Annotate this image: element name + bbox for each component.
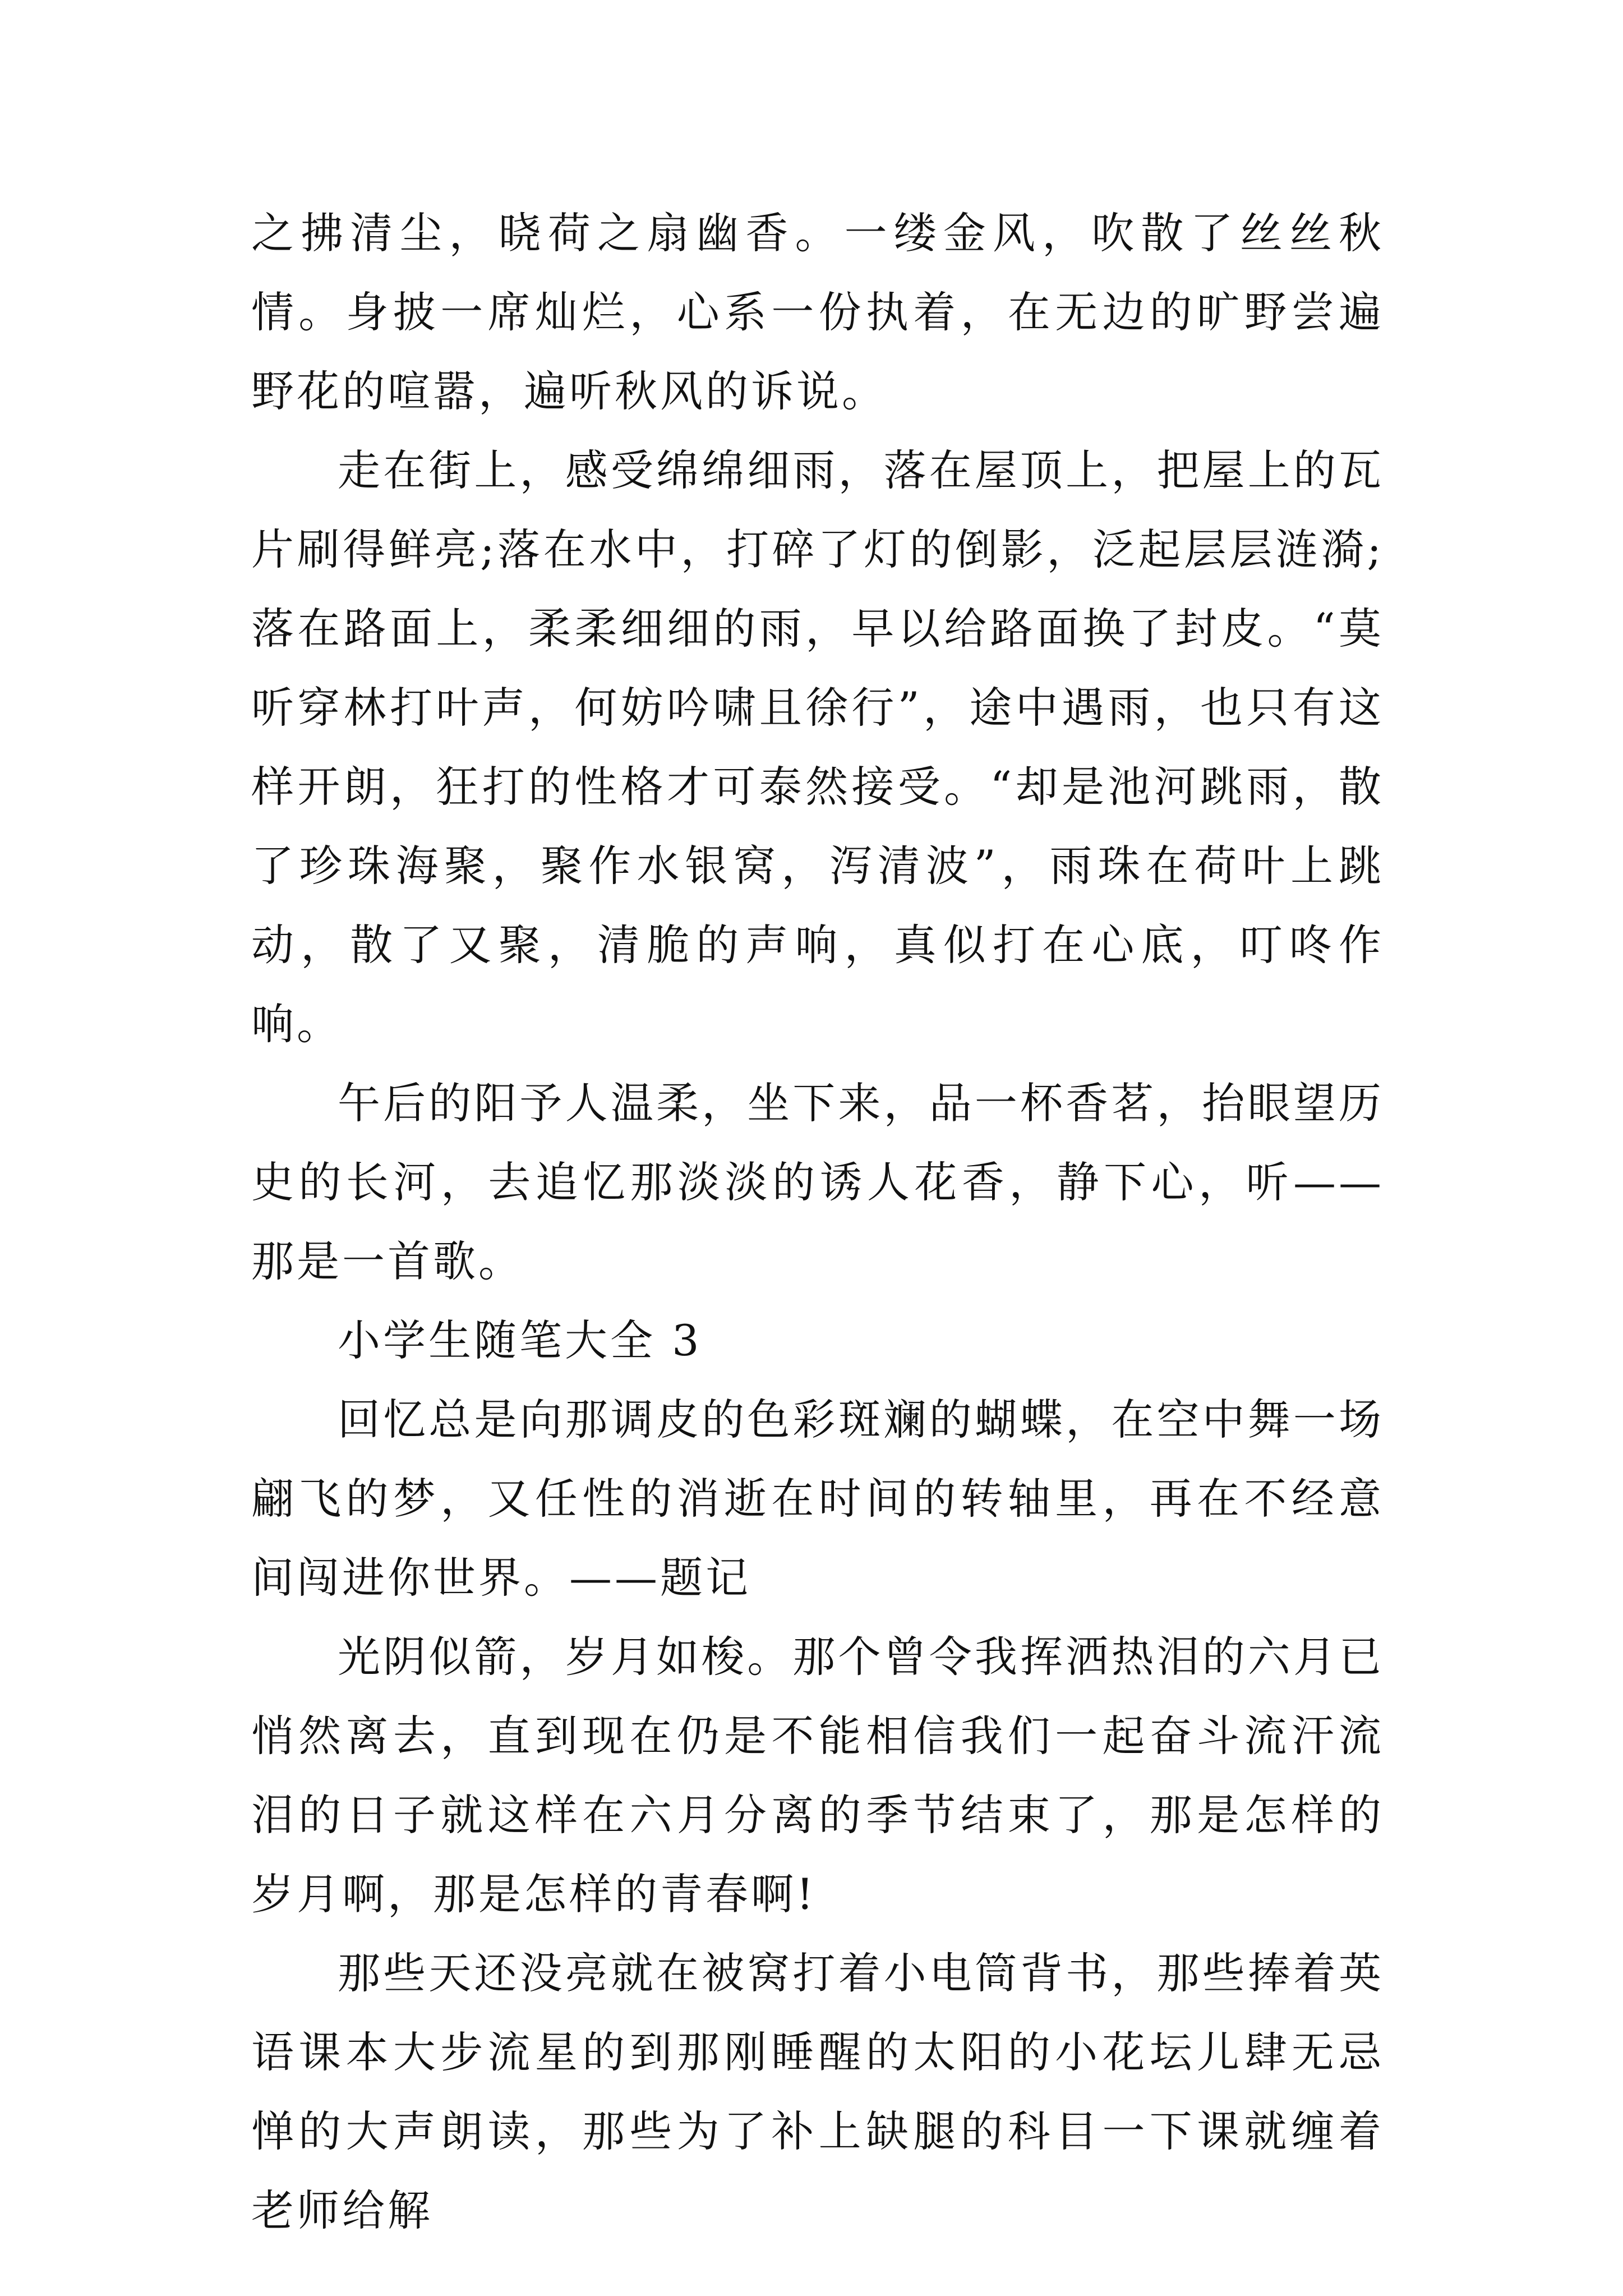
paragraph: 光阴似箭，岁月如梭。那个曾令我挥洒热泪的六月已悄然离去，直到现在仍是不能相信我们一起奋斗流汗流泪的日子就这样在六月分离的季节结束了，那是怎样的岁月啊，那是怎样的青春啊! [251,1632,1384,1919]
paragraph: 之拂清尘，晓荷之扇幽香。一缕金风，吹散了丝丝秋情。身披一席灿烂，心系一份执着，在无边的旷野尝遍野花的喧嚣，遍听秋风的诉说。 [251,208,1384,416]
paragraph: 那些天还没亮就在被窝打着小电筒背书，那些捧着英语课本大步流星的到那刚睡醒的太阳的小花坛儿肆无忌惮的大声朗读，那些为了补上缺腿的科目一下课就缠着老师给解 [251,1948,1384,2235]
section-heading: 小学生随笔大全 3 [338,1315,702,1365]
paragraph: 午后的阳予人温柔，坐下来，品一杯香茗，抬眼望历史的长河，去追忆那淡淡的诱人花香，静下心，听——那是一首歌。 [251,1078,1384,1286]
document-body [251,194,1384,2250]
paragraph: 回忆总是向那调皮的色彩斑斓的蝴蝶，在空中舞一场翩飞的梦，又任性的消逝在时间的转轴里，再在不经意间闯进你世界。——题记 [251,1395,1384,1603]
paragraph: 走在街上，感受绵绵细雨，落在屋顶上，把屋上的瓦片刷得鲜亮;落在水中，打碎了灯的倒影，泛起层层涟漪;落在路面上，柔柔细细的雨，早以给路面换了封皮。“莫听穿林打叶声，何妨吟啸且徐行”，途中遇雨，也只有这样开朗，狂打的性格才可泰然接受。“却是池河跳雨，散了珍珠海聚，聚作水银窝，泻清波”，雨珠在荷叶上跳动，散了又聚，清脆的声响，真似打在心底，叮咚作响。 [251,445,1384,1049]
